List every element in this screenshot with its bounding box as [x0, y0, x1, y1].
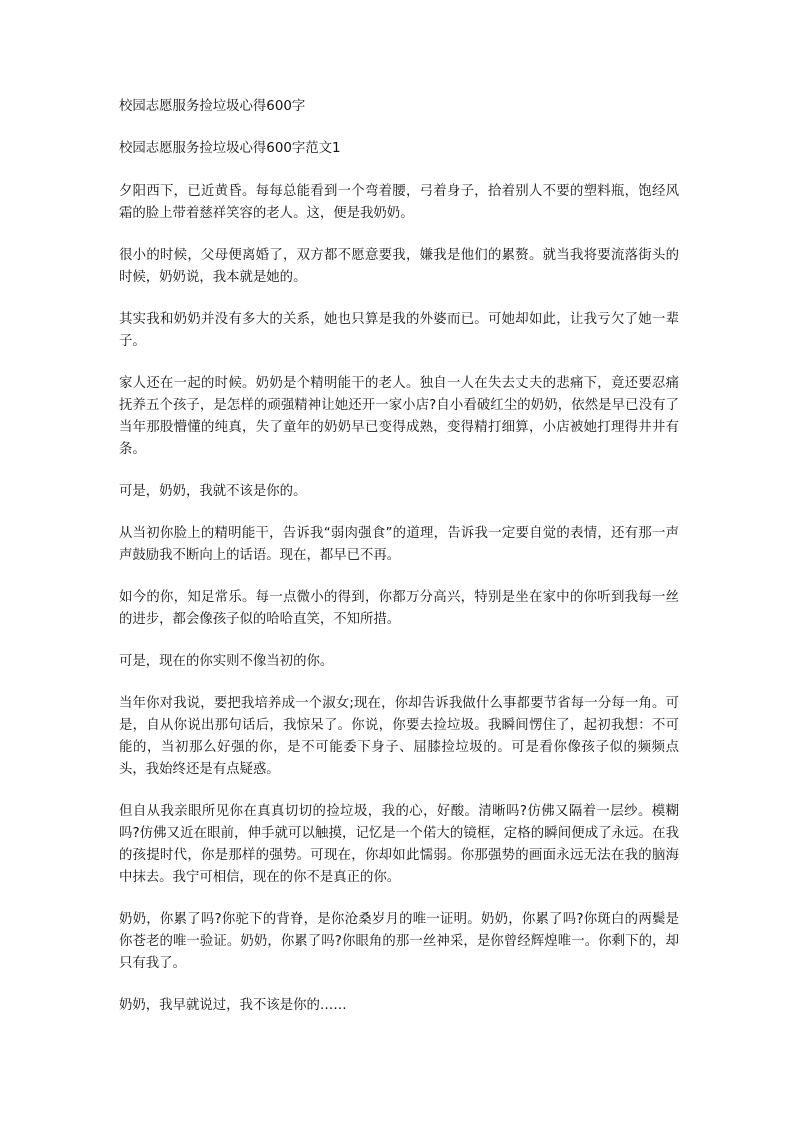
paragraph-1: 夕阳西下，已近黄昏。每每总能看到一个弯着腰，弓着身子，拾着别人不要的塑料瓶，饱经风霜的脸上带着慈祥笑容的老人。这，便是我奶奶。	[119, 184, 679, 221]
paragraph-12: 奶奶，我早就说过，我不该是你的……	[119, 998, 347, 1013]
paragraph-9: 当年你对我说，要把我培养成一个淑女;现在，你却告诉我做什么事都要节省每一分每一角。可是，自从你说出那句话后，我惊呆了。你说，你要去捡垃圾。我瞬间愣住了，起初我想：不可能的，当初那么好强的你，是不可能委下身子、屈膝捡垃圾的。可是看你像孩子似的频频点头，我始终还是有点疑惑。	[119, 696, 679, 777]
document-title: 校园志愿服务捡垃圾心得600字	[119, 99, 306, 114]
paragraph-6: 从当初你脸上的精明能干，告诉我“弱肉强食”的道理，告诉我一定要自觉的表情，还有那一声声鼓励我不断向上的话语。现在，都早已不再。	[119, 526, 679, 563]
paragraph-3: 其实我和奶奶并没有多大的关系，她也只算是我的外婆而已。可她却如此，让我亏欠了她一辈子。	[119, 312, 679, 349]
paragraph-5: 可是，奶奶，我就不该是你的。	[119, 484, 307, 499]
paragraph-8: 可是，现在的你实则不像当初的你。	[119, 654, 334, 669]
paragraph-11: 奶奶，你累了吗?你驼下的背脊，是你沧桑岁月的唯一证明。奶奶，你累了吗?你斑白的两鬓是你苍老的唯一验证。奶奶，你累了吗?你眼角的那一丝神采，是你曾经辉煌唯一。你剩下的，却只有我了。	[119, 912, 679, 971]
document-body	[119, 96, 679, 1037]
paragraph-7: 如今的你，知足常乐。每一点微小的得到，你都万分高兴，特别是坐在家中的你听到我每一丝的进步，都会像孩子似的哈哈直笑，不知所措。	[119, 590, 679, 627]
paragraph-2: 很小的时候，父母便离婚了，双方都不愿意要我，嫌我是他们的累赘。就当我将要流落街头的时候，奶奶说，我本就是她的。	[119, 248, 679, 285]
document-subtitle: 校园志愿服务捡垃圾心得600字范文1	[119, 141, 341, 156]
paragraph-10: 但自从我亲眼所见你在真真切切的捡垃圾，我的心，好酸。清晰吗?仿佛又隔着一层纱。模糊吗?仿佛又近在眼前，伸手就可以触摸，记忆是一个偌大的镜框，定格的瞬间便成了永远。在我的孩提时代，你是那样的强势。可现在，你却如此懦弱。你那强势的画面永远无法在我的脑海中抹去。我宁可相信，现在的你不是真正的你。	[119, 804, 679, 885]
paragraph-4: 家人还在一起的时候。奶奶是个精明能干的老人。独自一人在失去丈夫的悲痛下，竟还要忍痛抚养五个孩子，是怎样的顽强精神让她还开一家小店?自小看破红尘的奶奶，依然是早已没有了当年那股懵懂的纯真，失了童年的奶奶早已变得成熟，变得精打细算，小店被她打理得井井有条。	[119, 376, 679, 457]
